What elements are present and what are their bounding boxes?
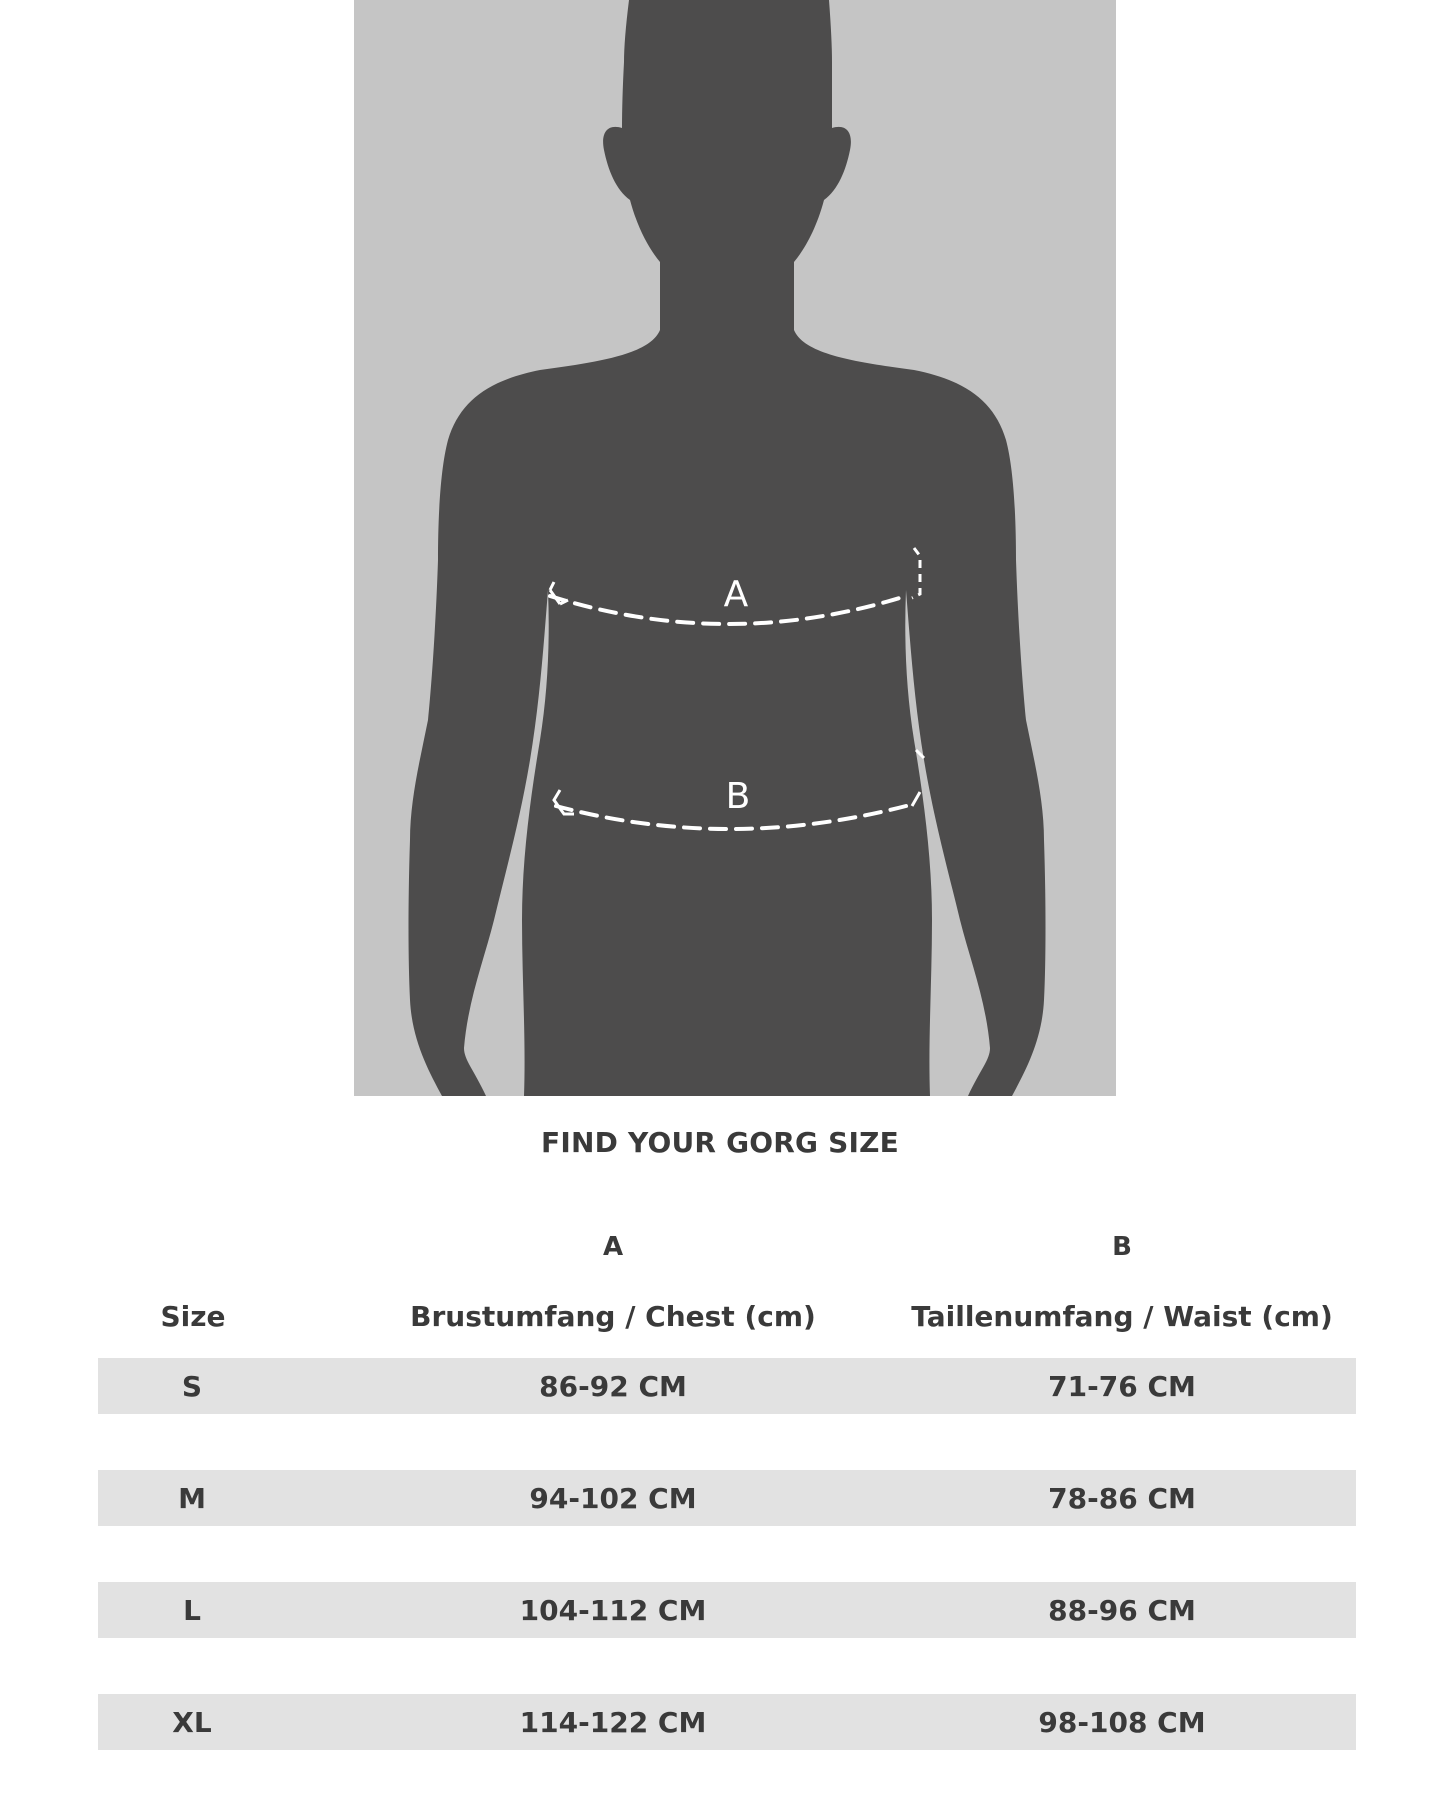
header-waist: Taillenumfang / Waist (cm) [911, 1299, 1333, 1333]
table-row [98, 1470, 1356, 1526]
table-letter-header-row [98, 1220, 1356, 1274]
size-cell: M [178, 1481, 206, 1515]
waist-cell: 88-96 CM [1048, 1593, 1196, 1627]
page-title: FIND YOUR GORG SIZE [541, 1126, 899, 1159]
marker-a-label: A [723, 574, 749, 615]
size-cell: XL [172, 1705, 212, 1739]
size-cell: L [183, 1593, 201, 1627]
chest-cell: 86-92 CM [539, 1369, 687, 1403]
chest-cell: 94-102 CM [529, 1481, 697, 1515]
size-cell: S [181, 1369, 203, 1403]
column-letter-b: B [1112, 1232, 1132, 1262]
header-size: Size [160, 1299, 226, 1333]
marker-b-label: B [725, 776, 751, 817]
waist-cell: 78-86 CM [1048, 1481, 1196, 1515]
body-measurement-figure [354, 0, 1116, 1096]
table-row [98, 1582, 1356, 1638]
size-chart-table [98, 1220, 1356, 1750]
table-row [98, 1694, 1356, 1750]
chest-cell: 104-112 CM [519, 1593, 707, 1627]
chest-cell: 114-122 CM [519, 1705, 707, 1739]
silhouette-illustration [354, 0, 1116, 1096]
column-letter-a: A [602, 1232, 624, 1262]
waist-cell: 98-108 CM [1038, 1705, 1206, 1739]
body-silhouette [409, 0, 1046, 1096]
table-row [98, 1358, 1356, 1414]
header-chest: Brustumfang / Chest (cm) [410, 1299, 816, 1333]
waist-cell: 71-76 CM [1048, 1369, 1196, 1403]
table-header-row [98, 1274, 1356, 1358]
